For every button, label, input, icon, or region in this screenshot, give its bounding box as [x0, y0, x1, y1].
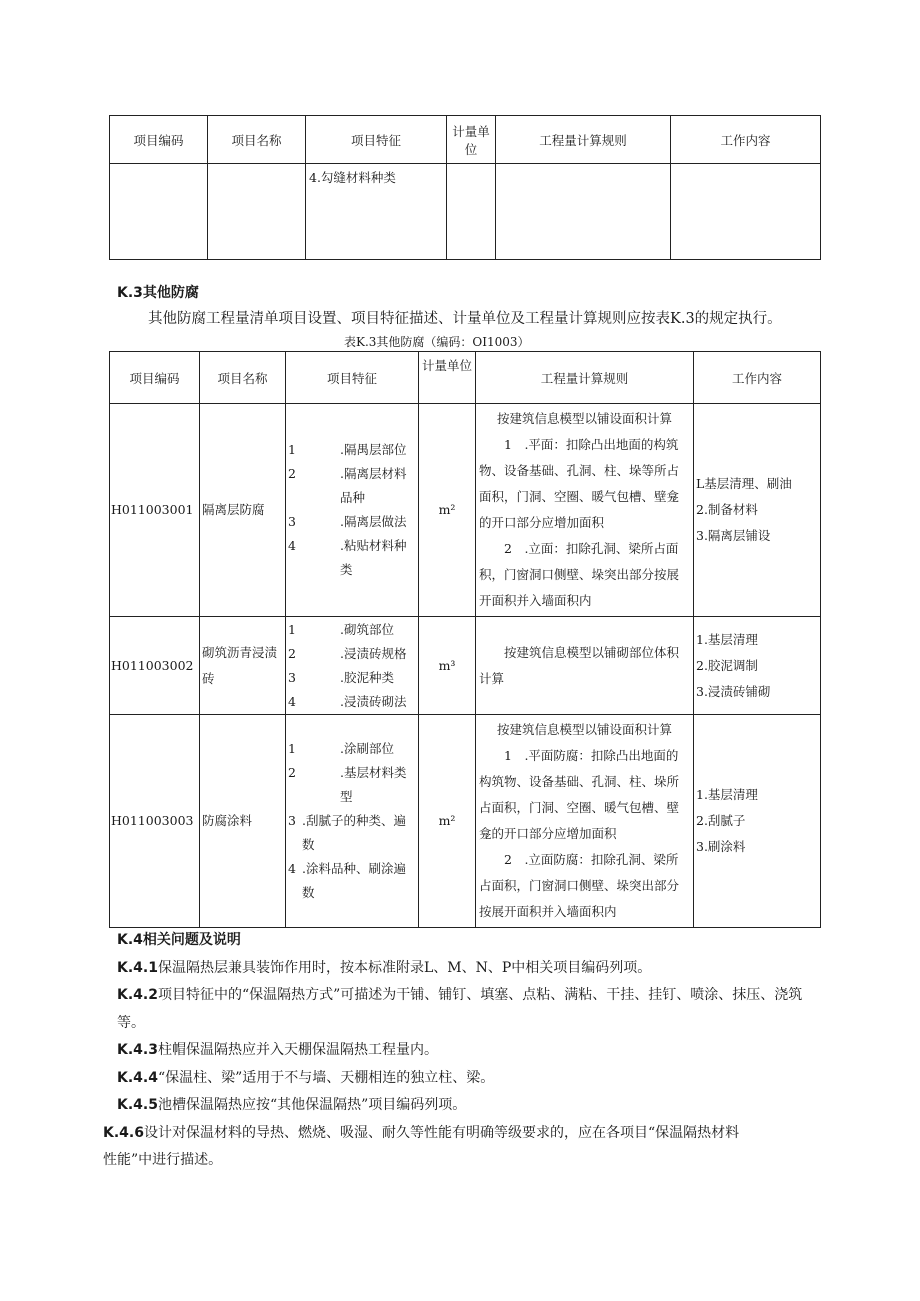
table-header-row — [110, 352, 821, 404]
header-name: 项目名称 — [200, 352, 286, 404]
item-unit: m³ — [419, 617, 476, 715]
header-unit: 计量单位 — [447, 116, 496, 164]
note-item: K.4.3柱帽保温隔热应并入天棚保温隔热工程量内。 — [117, 1042, 438, 1058]
table-header-row — [110, 116, 821, 164]
table-row — [110, 404, 821, 617]
item-features: 1 .涂刷部位 2 .基层材料类型 3 .刮腻子的种类、遍数 4 .涂料品种、刷涂遍数 — [286, 715, 419, 928]
item-code: H011003003 — [110, 715, 200, 928]
item-features: 1 .隔禺层部位 2 .隔离层材料品种 3 .隔离层做法 4 .粘贴材料种类 — [286, 404, 419, 617]
header-work: 工作内容 — [694, 352, 821, 404]
header-rule: 工程量计算规则 — [476, 352, 694, 404]
note-item: K.4.6设计对保温材料的导热、燃烧、吸湿、耐久等性能有明确等级要求的，应在各项目“保温隔热材料性能”中进行描述。 — [103, 1124, 740, 1168]
section-title: K.3其他防腐 — [117, 285, 199, 301]
section-intro: 其他防腐工程量清单项目设置、项目特征描述、计量单位及工程量计算规则应按表K.3的规定执行。 — [148, 311, 782, 327]
notes-title: K.4相关问题及说明 — [117, 932, 241, 948]
feature-cell: 4.勾缝材料种类 — [306, 164, 447, 260]
header-code: 项目编码 — [110, 352, 200, 404]
header-feature: 项目特征 — [306, 116, 447, 164]
header-code: 项目编码 — [110, 116, 208, 164]
item-rule: 按建筑信息模型以铺设面积计算 1 .平面：扣除凸出地面的构筑物、设备基础、孔洞、柱、垛等所占面积，门洞、空圈、暖气包槽、壁龛的开口部分应增加面积 2 .立面：扣除孔洞、梁所占面积，门窗洞口侧壁、垛突出部分按展开面积并入墙面积内 — [476, 404, 694, 617]
item-work: 1.基层清理 2.刮腻子 3.刷涂料 — [694, 715, 821, 928]
table-k3 — [109, 351, 821, 928]
header-rule: 工程量计算规则 — [496, 116, 671, 164]
item-code: H011003001 — [110, 404, 200, 617]
header-unit: 计量单位 — [419, 352, 476, 404]
note-item: K.4.2项目特征中的“保温隔热方式”可描述为干铺、铺钉、填塞、点粘、满粘、干挂、挂钉、喷涂、抹压、浇筑等。 — [117, 987, 803, 1031]
item-code: H011003002 — [110, 617, 200, 715]
table-row — [110, 617, 821, 715]
item-name: 防腐涂料 — [200, 715, 286, 928]
item-rule: 按建筑信息模型以铺设面积计算 1 .平面防腐：扣除凸出地面的构筑物、设备基础、孔洞、柱、垛所占面积，门洞、空圈、暖气包槽、壁龛的开口部分应增加面积 2 .立面防腐：扣除孔洞、梁所占面积，门窗洞口侧壁、垛突出部分按展开面积并入墙面积内 — [476, 715, 694, 928]
note-item: K.4.5池槽保温隔热应按“其他保温隔热”项目编码列项。 — [117, 1097, 467, 1113]
item-work: L基层清理、刷油 2.制备材料 3.隔离层铺设 — [694, 404, 821, 617]
note-item: K.4.1保温隔热层兼具装饰作用时，按本标准附录L、M、N、P中相关项目编码列项。 — [117, 959, 652, 976]
header-feature: 项目特征 — [286, 352, 419, 404]
header-name: 项目名称 — [208, 116, 306, 164]
item-name: 砌筑沥青浸渍砖 — [200, 617, 286, 715]
table-row — [110, 715, 821, 928]
table-k2-continuation — [109, 115, 821, 260]
item-unit: m² — [419, 715, 476, 928]
item-name: 隔离层防腐 — [200, 404, 286, 617]
item-rule: 按建筑信息模型以铺砌部位体积计算 — [476, 617, 694, 715]
note-item: K.4.4“保温柱、梁”适用于不与墙、天棚相连的独立柱、梁。 — [117, 1069, 495, 1086]
table-row — [110, 164, 821, 260]
item-unit: m² — [419, 404, 476, 617]
item-features: 1 .砌筑部位 2 .浸渍砖规格 3 .胶泥种类 4 .浸渍砖砌法 — [286, 617, 419, 715]
item-work: 1.基层清理 2.胶泥调制 3.浸渍砖铺砌 — [694, 617, 821, 715]
notes-section — [103, 927, 837, 1175]
table-caption: 表K.3其他防腐（编码：OI1003） — [344, 335, 530, 349]
header-work: 工作内容 — [671, 116, 821, 164]
